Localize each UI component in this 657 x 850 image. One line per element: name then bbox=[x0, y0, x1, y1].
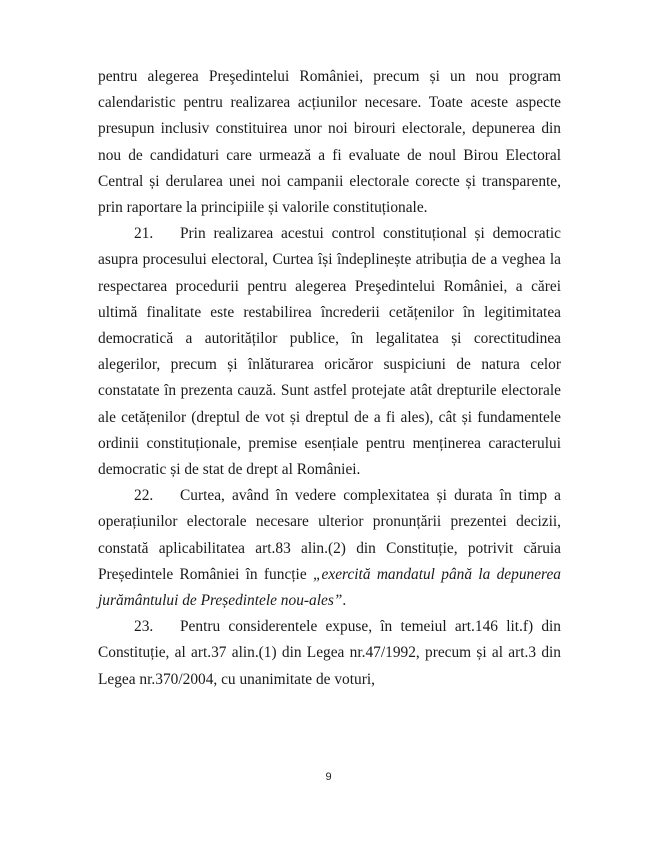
paragraph-text: pentru alegerea Preşedintelui României, precum și un nou program calendaristic pentru realizarea acțiunilor necesare. Toate aceste aspecte presupun inclusiv constituirea unor noi birouri electorale, depunerea din nou de candidaturi care urmează a fi evaluate de noul Birou Electoral Central și derularea unei noi campanii electorale corecte și transparente, prin raportare la principiile și valorile constituționale. bbox=[98, 68, 561, 217]
paragraph-text: Curtea, având în vedere complexitatea și durata în timp a operațiunilor electorale necesare ulterior pronunțării prezentei decizii, constată aplicabilitatea art.83 alin.(2) din Constituție, potrivit căruia Președintele României în funcție bbox=[98, 487, 561, 583]
paragraph-continuation bbox=[98, 64, 561, 221]
page-number: 9 bbox=[325, 771, 332, 783]
constitution-quote: „exercită mandatul până la depunerea jurământului de Președintele nou-ales” bbox=[98, 565, 561, 610]
paragraph-number: 21. bbox=[134, 225, 154, 243]
paragraph-number: 23. bbox=[134, 618, 154, 636]
paragraph-21 bbox=[98, 221, 561, 483]
paragraph-text: Pentru considerentele expuse, în temeiul art.146 lit.f) din Constituție, al art.37 alin.(1) din Legea nr.47/1992, precum și al art.3 din Legea nr.370/2004, cu unanimitate de voturi, bbox=[98, 618, 561, 688]
paragraph-number: 22. bbox=[134, 487, 154, 505]
paragraph-23 bbox=[98, 614, 561, 693]
paragraph-text-end: . bbox=[342, 592, 347, 610]
document-page bbox=[98, 64, 561, 693]
paragraph-22 bbox=[98, 483, 561, 614]
paragraph-text: Prin realizarea acestui control constituțional și democratic asupra procesului electoral, Curtea își îndeplinește atribuția de a veghea la respectarea procedurii pentru alegerea Preşedintelui României, a cărei ultimă finalitate este restabilirea încrederii cetățenilor în legitimitatea democratică a autorităților publice, în legalitatea și corectitudinea alegerilor, precum și înlăturarea oricăror suspiciuni de natura celor constatate în prezenta cauză. Sunt astfel protejate atât drepturile electorale ale cetățenilor (dreptul de vot și dreptul de a fi ales), cât și fundamentele ordinii constituționale, premise esențiale pentru menținerea caracterului democratic și de stat de drept al României. bbox=[98, 225, 561, 479]
